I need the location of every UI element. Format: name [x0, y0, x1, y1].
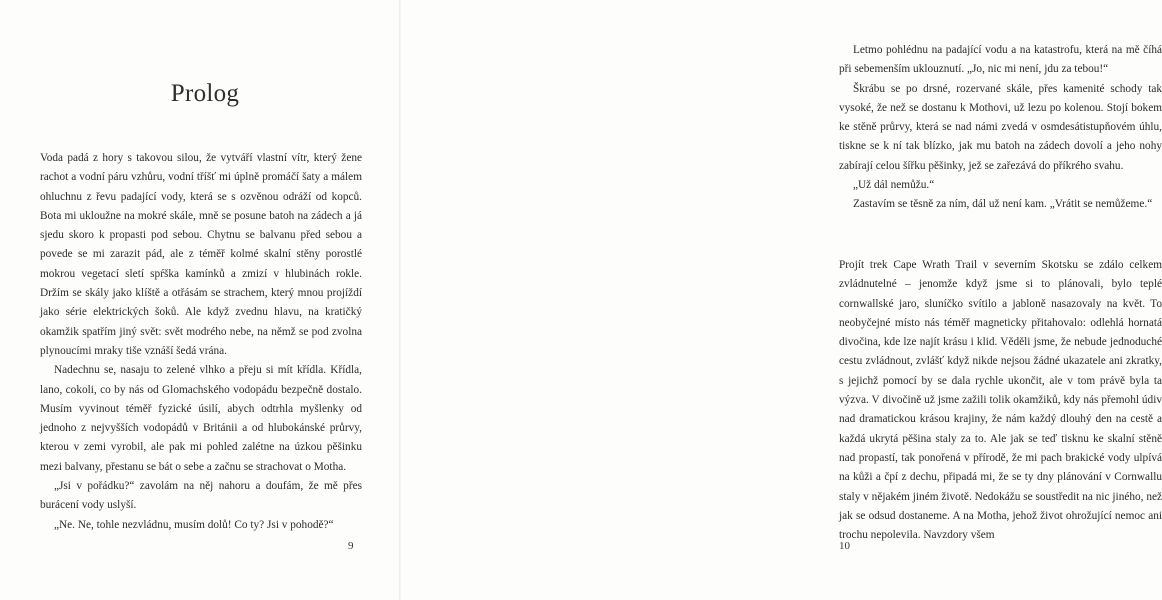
paragraph: „Už dál nemůžu.“ [853, 179, 935, 192]
page-number-right: 10 [839, 540, 850, 552]
paragraph: „Jsi v pořádku?“ zavolám na něj nahoru a doufám, že mě přes burácení vody uslyší. [40, 480, 362, 512]
right-page [400, 0, 1162, 600]
left-page [0, 0, 400, 600]
paragraph: Voda padá z hory s takovou silou, že vytváří vlastní vítr, který žene rachot a vodní páru vzhůru, vodní tříšť mi úplně promáčí šaty a málem ohluchnu z řevu padající vody, která se s ozvěnou odráží od kopců. Bota mi ukloužne na mokré skále, mně se posune batoh na zádech a já sjedu skoro k propasti pod sebou. Chytnu se balvanu před sebou a povede se mi zarazit pád, ale z téměř kolmé skalní stěny porostlé mokrou vegetací sletí spŕška kamínků a zmizí v hlubinách rokle. Držím se skály jako klíště a otřásám se strachem, který mnou projíždí jako série elektrických šoků. Ale když zvednu hlavu, na kratičký okamžik spatřím jiný svět: svět modrého nebe, na němž se pod zvolna plynoucími mraky tiše vznáší šedá vrána. [40, 152, 362, 357]
right-page-text-top [839, 41, 1162, 215]
paragraph: Projít trek Cape Wrath Trail v severním Skotsku se zdálo celkem zvládnutelné – jenomže když jsme si to plánovali, bylo teplé cornwallské jaro, sluníčko svítilo a jabloně nasazovaly na květ. To neobyčejné místo nás téměř magneticky přitahovalo: odlehlá hornatá divočina, kde lze najít krásu i klid. Věděli jsme, že nebude jednoduché cestu zvládnout, zvlášť když nikde nejsou žádné ukazatele ani zkratky, s jejichž pomocí by se dala rychle ukončit, ale v tom právě byla ta výzva. V divočině už jsme zažili tolik okamžiků, kdy nás přemohl údiv nad dramatickou krásou krajiny, že nám každý dlouhý den na cestě a každá ukrytá pěšina staly za to. Ale jak se teď tisknu ke skalní stěně nad propastí, tak ponořená v přírodě, že mi pach brakické vody ulpívá na kůži a čpí z dechu, připadá mi, že se ty dny plánování v Cornwallu staly v nějakém jiném životě. Nedokážu se soustředit na nic jiného, než jak se odsud dostaneme. A na Motha, jehož život ohrožující nemoc ani trochu nepolevila. Navzdory všem [839, 259, 1162, 542]
paragraph: Zastavím se těsně za ním, dál už není kam. „Vrátit se nemůžeme.“ [853, 198, 1153, 211]
right-page-text-bottom [839, 256, 1162, 545]
page-number-left: 9 [348, 540, 354, 552]
left-page-text [40, 149, 362, 535]
chapter-title: Prolog [170, 80, 240, 107]
paragraph: Letmo pohlédnu na padající vodu a na katastrofu, která na mě číhá při sebemenším uklouznutí. „Jo, nic mi není, jdu za tebou!“ [839, 44, 1162, 76]
paragraph: „Ne. Ne, tohle nezvládnu, musím dolů! Co ty? Jsi v pohodě?“ [54, 518, 334, 531]
paragraph: Nadechnu se, nasaju to zelené vlhko a přeju si mít křídla. Křídla, lano, cokoli, co by nás od Glomachského vodopádu bezpečně dostalo. Musím vyvinout téměř fyzické úsilí, abych odtrhla myšlenky od jednoho z nejvyšších vodopádů v Británii a od hlubokánské průrvy, kterou v zemi vyrobil, ale pak mi pohled zalétne na úzkou pěšinku mezi balvany, přestanu se bát o sebe a začnu se strachovat o Motha. [40, 364, 362, 473]
paragraph: Škrábu se po drsné, rozervané skále, přes kamenité schody tak vysoké, že než se dostanu k Mothovi, už lezu po kolenou. Stojí bokem ke stěně průrvy, která se nad námi zvedá v osmdesátistupňovém úhlu, tiskne se k ní tak blízko, jak mu batoh na zádech dovolí a jeho nohy zabírají celou šířku pěšinky, jež se zařezává do příkrého svahu. [839, 82, 1162, 172]
